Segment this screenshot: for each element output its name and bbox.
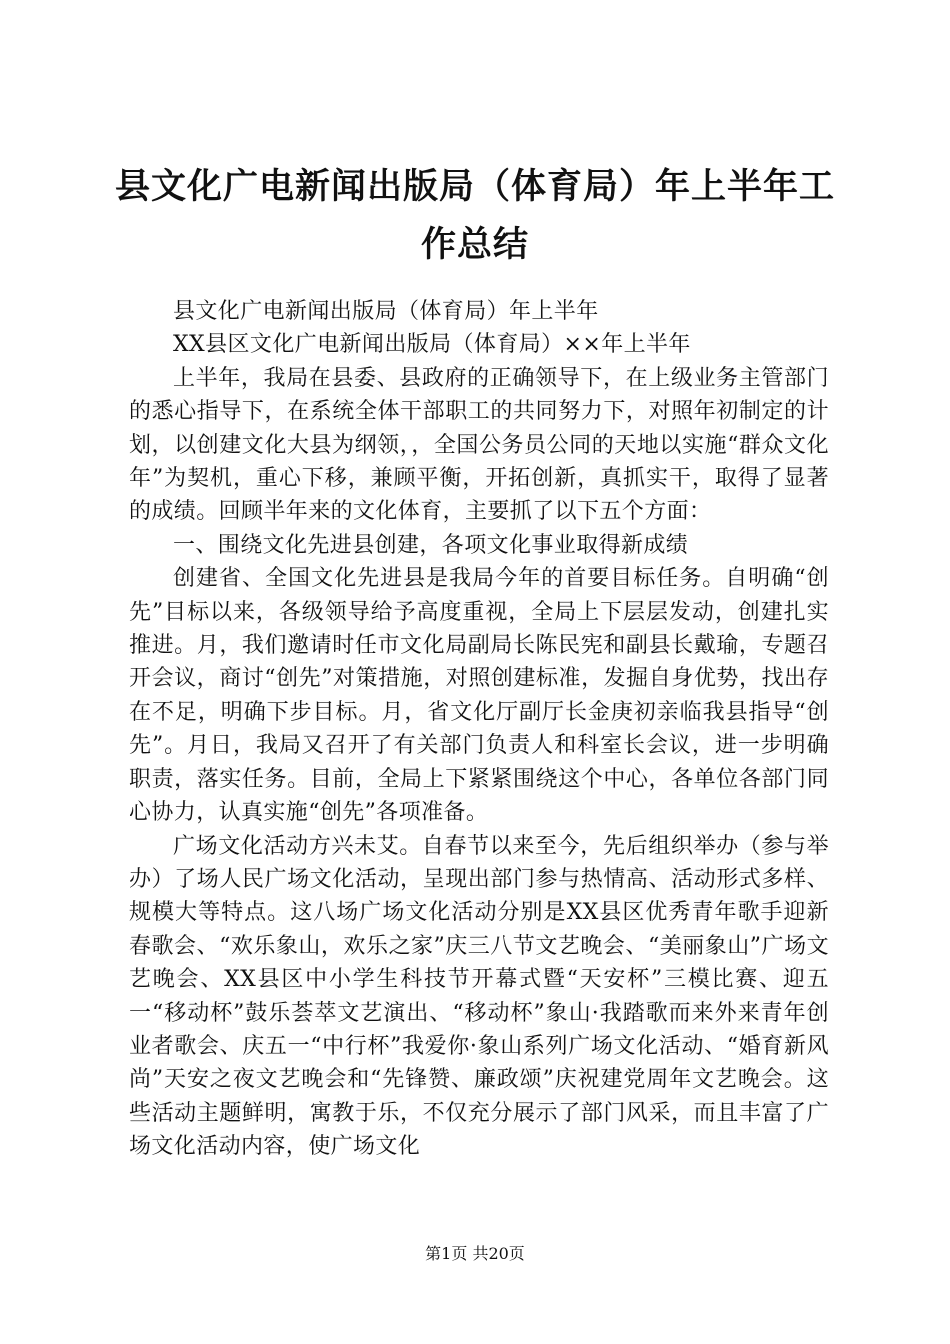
document-body (129, 295, 829, 1164)
title-line-1: 县文化广电新闻出版局（体育局）年上半年工 (114, 166, 835, 207)
title-line-2: 作总结 (420, 224, 529, 265)
paragraph-subtitle: 县文化广电新闻出版局（体育局）年上半年 (173, 299, 599, 324)
paragraph-org-heading: XX县区文化广电新闻出版局（体育局）××年上半年 (173, 332, 691, 358)
section-heading-1: 一、围绕文化先进县创建，各项文化事业取得新成绩 (173, 532, 689, 558)
document-title (90, 158, 860, 274)
paragraph-intro: 上半年，我局在县委、县政府的正确领导下，在上级业务主管部门的悉心指导下，在系统全体干部职工的共同努力下，对照年初制定的计划，以创建文化大县为纲领，，全国公务员公同的天地以实施“群众文化年”为契机，重心下移，兼顾平衡，开拓创新，真抓实干，取得了显著的成绩。回顾半年来的文化体育，主要抓了以下五个方面： (129, 365, 829, 525)
page-footer: 第1页 共20页 (425, 1244, 525, 1263)
paragraph-creation: 创建省、全国文化先进县是我局今年的首要目标任务。自明确“创先”目标以来，各级领导给予高度重视，全局上下层层发动，创建扎实推进。月，我们邀请时任市文化局副局长陈民宪和副县长戴瑜，专题召开会议，商讨“创先”对策措施，对照创建标准，发掘自身优势，找出存在不足，明确下步目标。月，省文化厅副厅长金庚初亲临我县指导“创先”。月日，我局又召开了有关部门负责人和科室长会议，进一步明确职责，落实任务。目前，全局上下紧紧围绕这个中心，各单位各部门同心协力，认真实施“创先”各项准备。 (129, 566, 829, 826)
paragraph-square-culture: 广场文化活动方兴未艾。自春节以来至今，先后组织举办（参与举办）了场人民广场文化活动，呈现出部门参与热情高、活动形式多样、规模大等特点。这八场广场文化活动分别是XX县区优秀青年歌手迎新春歌会、“欢乐象山，欢乐之家”庆三八节文艺晚会、“美丽象山”广场文艺晚会、XX县区中小学生科技节开幕式暨“天安杯”三模比赛、迎五一“移动杯”鼓乐荟萃文艺演出、“移动杯”象山·我踏歌而来外来青年创业者歌会、庆五一“中行杯”我爱你·象山系列广场文化活动、“婚育新风尚”天安之夜文艺晚会和“先锋赞、廉政颂”庆祝建党周年文艺晚会。这些活动主题鲜明，寓教于乐，不仅充分展示了部门风采，而且丰富了广场文化活动内容，使广场文化 (129, 833, 829, 1160)
